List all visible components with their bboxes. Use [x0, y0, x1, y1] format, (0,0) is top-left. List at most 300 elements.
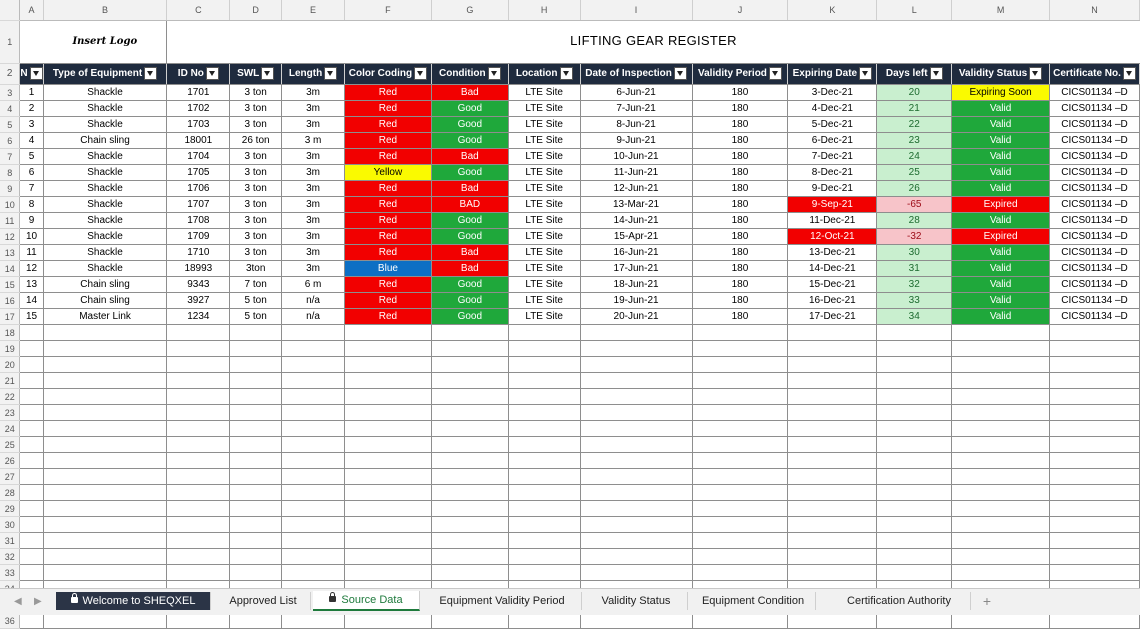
cell-n[interactable]: 10	[20, 229, 43, 245]
empty-cell[interactable]	[952, 373, 1050, 389]
cell-date-of-inspection[interactable]: 8-Jun-21	[580, 117, 692, 133]
empty-cell[interactable]	[43, 469, 167, 485]
empty-cell[interactable]	[692, 341, 788, 357]
cell-color-coding[interactable]: Red	[344, 133, 431, 149]
column-header-l[interactable]: L	[877, 0, 952, 21]
empty-cell[interactable]	[877, 437, 952, 453]
empty-cell[interactable]	[692, 517, 788, 533]
cell-color-coding[interactable]: Red	[344, 181, 431, 197]
empty-cell[interactable]	[508, 389, 580, 405]
empty-cell[interactable]	[431, 565, 508, 581]
cell-n[interactable]: 14	[20, 293, 43, 309]
cell-validity-period[interactable]: 180	[692, 133, 788, 149]
cell-type[interactable]: Shackle	[43, 245, 167, 261]
filter-dropdown-icon[interactable]	[674, 67, 687, 80]
cell-condition[interactable]: Bad	[431, 245, 508, 261]
cell-validity-status[interactable]: Expired	[952, 229, 1050, 245]
cell-n[interactable]: 13	[20, 277, 43, 293]
cell-validity-status[interactable]: Valid	[952, 261, 1050, 277]
empty-cell[interactable]	[344, 565, 431, 581]
cell-color-coding[interactable]: Red	[344, 309, 431, 325]
cell-color-coding[interactable]: Red	[344, 85, 431, 101]
cell-color-coding[interactable]: Red	[344, 149, 431, 165]
cell-expiring-date[interactable]: 15-Dec-21	[788, 277, 877, 293]
cell-type[interactable]: Chain sling	[43, 133, 167, 149]
empty-cell[interactable]	[282, 501, 345, 517]
empty-cell[interactable]	[431, 389, 508, 405]
empty-cell[interactable]	[692, 437, 788, 453]
empty-cell[interactable]	[20, 533, 43, 549]
cell-expiring-date[interactable]: 8-Dec-21	[788, 165, 877, 181]
cell-condition[interactable]: Good	[431, 229, 508, 245]
cell-n[interactable]: 3	[20, 117, 43, 133]
row-number[interactable]: 33	[0, 565, 20, 581]
cell-date-of-inspection[interactable]: 17-Jun-21	[580, 261, 692, 277]
empty-cell[interactable]	[580, 565, 692, 581]
cell-days-left[interactable]: 28	[877, 213, 952, 229]
empty-cell[interactable]	[508, 485, 580, 501]
cell-validity-period[interactable]: 180	[692, 229, 788, 245]
empty-cell[interactable]	[692, 501, 788, 517]
filter-dropdown-icon[interactable]	[414, 67, 427, 80]
row-number[interactable]: 9	[0, 181, 20, 197]
row-number[interactable]: 28	[0, 485, 20, 501]
empty-cell[interactable]	[282, 437, 345, 453]
cell-swl[interactable]: 5 ton	[230, 309, 282, 325]
empty-cell[interactable]	[1050, 549, 1140, 565]
row-number[interactable]: 20	[0, 357, 20, 373]
empty-cell[interactable]	[508, 469, 580, 485]
empty-cell[interactable]	[580, 533, 692, 549]
cell-condition[interactable]: Good	[431, 101, 508, 117]
empty-cell[interactable]	[788, 469, 877, 485]
cell-color-coding[interactable]: Red	[344, 229, 431, 245]
cell-expiring-date[interactable]: 12-Oct-21	[788, 229, 877, 245]
empty-cell[interactable]	[877, 421, 952, 437]
column-header-d[interactable]: D	[230, 0, 282, 21]
empty-cell[interactable]	[20, 549, 43, 565]
empty-cell[interactable]	[692, 389, 788, 405]
cell-length[interactable]: 3m	[282, 117, 345, 133]
empty-cell[interactable]	[580, 405, 692, 421]
filter-dropdown-icon[interactable]	[261, 67, 274, 80]
empty-cell[interactable]	[431, 325, 508, 341]
empty-cell[interactable]	[167, 501, 230, 517]
empty-cell[interactable]	[167, 533, 230, 549]
cell-type[interactable]: Chain sling	[43, 277, 167, 293]
cell-location[interactable]: LTE Site	[508, 85, 580, 101]
empty-cell[interactable]	[692, 405, 788, 421]
empty-cell[interactable]	[508, 357, 580, 373]
cell-swl[interactable]: 3 ton	[230, 197, 282, 213]
cell-days-left[interactable]: 24	[877, 149, 952, 165]
empty-cell[interactable]	[431, 533, 508, 549]
empty-cell[interactable]	[788, 565, 877, 581]
cell-length[interactable]: 3m	[282, 85, 345, 101]
cell-swl[interactable]: 3 ton	[230, 245, 282, 261]
cell-condition[interactable]: Good	[431, 213, 508, 229]
empty-cell[interactable]	[692, 485, 788, 501]
sheet-tab-equipment-validity-period[interactable]	[423, 592, 582, 610]
empty-cell[interactable]	[788, 533, 877, 549]
empty-cell[interactable]	[692, 453, 788, 469]
cell-date-of-inspection[interactable]: 13-Mar-21	[580, 197, 692, 213]
cell-days-left[interactable]: 32	[877, 277, 952, 293]
row-number[interactable]: 17	[0, 309, 20, 325]
empty-cell[interactable]	[1050, 469, 1140, 485]
cell-validity-status[interactable]: Valid	[952, 181, 1050, 197]
empty-cell[interactable]	[167, 485, 230, 501]
cell-certificate-no[interactable]: CICS01134 –D	[1050, 197, 1140, 213]
empty-cell[interactable]	[230, 373, 282, 389]
row-number[interactable]: 18	[0, 325, 20, 341]
empty-cell[interactable]	[788, 389, 877, 405]
empty-cell[interactable]	[1050, 373, 1140, 389]
column-header-a[interactable]: A	[20, 0, 43, 21]
empty-cell[interactable]	[1050, 325, 1140, 341]
empty-cell[interactable]	[20, 437, 43, 453]
cell-type[interactable]: Shackle	[43, 85, 167, 101]
empty-cell[interactable]	[952, 405, 1050, 421]
cell-certificate-no[interactable]: CICS01134 –D	[1050, 149, 1140, 165]
cell-type[interactable]: Chain sling	[43, 293, 167, 309]
nav-next-icon[interactable]: ▶	[34, 596, 42, 607]
cell-swl[interactable]: 3ton	[230, 261, 282, 277]
cell-condition[interactable]: Good	[431, 293, 508, 309]
column-header-f[interactable]: F	[344, 0, 431, 21]
empty-cell[interactable]	[580, 501, 692, 517]
cell-swl[interactable]: 3 ton	[230, 85, 282, 101]
empty-cell[interactable]	[230, 453, 282, 469]
row-number[interactable]: 27	[0, 469, 20, 485]
empty-cell[interactable]	[952, 357, 1050, 373]
empty-cell[interactable]	[580, 341, 692, 357]
empty-cell[interactable]	[282, 485, 345, 501]
empty-cell[interactable]	[692, 325, 788, 341]
empty-cell[interactable]	[43, 405, 167, 421]
empty-cell[interactable]	[508, 517, 580, 533]
cell-n[interactable]: 15	[20, 309, 43, 325]
cell-expiring-date[interactable]: 9-Sep-21	[788, 197, 877, 213]
empty-cell[interactable]	[877, 357, 952, 373]
empty-cell[interactable]	[20, 357, 43, 373]
empty-cell[interactable]	[167, 373, 230, 389]
cell-condition[interactable]: Good	[431, 309, 508, 325]
cell-id[interactable]: 1709	[167, 229, 230, 245]
row-number[interactable]: 5	[0, 117, 20, 133]
cell-validity-period[interactable]: 180	[692, 245, 788, 261]
empty-cell[interactable]	[508, 453, 580, 469]
empty-cell[interactable]	[1050, 437, 1140, 453]
header-type-of-equipment[interactable]	[43, 64, 167, 85]
empty-cell[interactable]	[344, 421, 431, 437]
header-id-no[interactable]	[167, 64, 230, 85]
cell-expiring-date[interactable]: 11-Dec-21	[788, 213, 877, 229]
cell-color-coding[interactable]: Red	[344, 117, 431, 133]
cell-validity-status[interactable]: Valid	[952, 101, 1050, 117]
empty-cell[interactable]	[692, 533, 788, 549]
cell-id[interactable]: 18001	[167, 133, 230, 149]
empty-cell[interactable]	[877, 501, 952, 517]
header-expiring-date[interactable]	[788, 64, 877, 85]
empty-cell[interactable]	[580, 373, 692, 389]
row-number[interactable]: 31	[0, 533, 20, 549]
empty-cell[interactable]	[282, 469, 345, 485]
empty-cell[interactable]	[1050, 501, 1140, 517]
empty-cell[interactable]	[1050, 453, 1140, 469]
cell-validity-period[interactable]: 180	[692, 197, 788, 213]
empty-cell[interactable]	[167, 341, 230, 357]
empty-cell[interactable]	[788, 325, 877, 341]
cell-date-of-inspection[interactable]: 16-Jun-21	[580, 245, 692, 261]
cell-n[interactable]: 11	[20, 245, 43, 261]
cell-type[interactable]: Shackle	[43, 181, 167, 197]
empty-cell[interactable]	[877, 549, 952, 565]
cell-validity-status[interactable]: Expired	[952, 197, 1050, 213]
empty-cell[interactable]	[431, 453, 508, 469]
cell-length[interactable]: n/a	[282, 309, 345, 325]
filter-dropdown-icon[interactable]	[206, 67, 219, 80]
empty-cell[interactable]	[788, 357, 877, 373]
filter-dropdown-icon[interactable]	[560, 67, 573, 80]
cell-certificate-no[interactable]: CICS01134 –D	[1050, 181, 1140, 197]
empty-cell[interactable]	[952, 389, 1050, 405]
cell-length[interactable]: 3m	[282, 229, 345, 245]
empty-cell[interactable]	[692, 373, 788, 389]
empty-cell[interactable]	[877, 325, 952, 341]
empty-cell[interactable]	[230, 421, 282, 437]
cell-id[interactable]: 1702	[167, 101, 230, 117]
cell-date-of-inspection[interactable]: 12-Jun-21	[580, 181, 692, 197]
row-number[interactable]: 15	[0, 277, 20, 293]
empty-cell[interactable]	[43, 357, 167, 373]
empty-cell[interactable]	[230, 565, 282, 581]
empty-cell[interactable]	[952, 533, 1050, 549]
cell-swl[interactable]: 3 ton	[230, 101, 282, 117]
empty-cell[interactable]	[230, 325, 282, 341]
cell-days-left[interactable]: 20	[877, 85, 952, 101]
empty-cell[interactable]	[20, 565, 43, 581]
empty-cell[interactable]	[431, 549, 508, 565]
cell-n[interactable]: 4	[20, 133, 43, 149]
empty-cell[interactable]	[282, 549, 345, 565]
empty-cell[interactable]	[20, 485, 43, 501]
empty-cell[interactable]	[877, 373, 952, 389]
filter-dropdown-icon[interactable]	[930, 67, 943, 80]
row-number[interactable]: 6	[0, 133, 20, 149]
cell-date-of-inspection[interactable]: 20-Jun-21	[580, 309, 692, 325]
empty-cell[interactable]	[580, 421, 692, 437]
cell-length[interactable]: 3m	[282, 101, 345, 117]
cell-length[interactable]: 3m	[282, 261, 345, 277]
cell-id[interactable]: 1706	[167, 181, 230, 197]
row-number[interactable]: 23	[0, 405, 20, 421]
empty-cell[interactable]	[952, 437, 1050, 453]
cell-expiring-date[interactable]: 9-Dec-21	[788, 181, 877, 197]
cell-date-of-inspection[interactable]: 9-Jun-21	[580, 133, 692, 149]
cell-certificate-no[interactable]: CICS01134 –D	[1050, 277, 1140, 293]
cell-type[interactable]: Shackle	[43, 117, 167, 133]
empty-cell[interactable]	[230, 549, 282, 565]
cell-condition[interactable]: Bad	[431, 85, 508, 101]
empty-cell[interactable]	[952, 469, 1050, 485]
cell-n[interactable]: 12	[20, 261, 43, 277]
filter-dropdown-icon[interactable]	[488, 67, 501, 80]
empty-cell[interactable]	[20, 421, 43, 437]
empty-cell[interactable]	[431, 469, 508, 485]
cell-days-left[interactable]: 34	[877, 309, 952, 325]
cell-id[interactable]: 1708	[167, 213, 230, 229]
empty-cell[interactable]	[580, 517, 692, 533]
empty-cell[interactable]	[952, 453, 1050, 469]
empty-cell[interactable]	[20, 517, 43, 533]
cell-id[interactable]: 1705	[167, 165, 230, 181]
cell-length[interactable]: 3m	[282, 149, 345, 165]
empty-cell[interactable]	[20, 389, 43, 405]
empty-cell[interactable]	[508, 405, 580, 421]
empty-cell[interactable]	[230, 517, 282, 533]
empty-cell[interactable]	[431, 421, 508, 437]
empty-cell[interactable]	[43, 325, 167, 341]
row-number[interactable]: 36	[0, 613, 20, 629]
cell-validity-period[interactable]: 180	[692, 85, 788, 101]
column-header-m[interactable]: M	[952, 0, 1050, 21]
nav-prev-icon[interactable]: ◀	[14, 596, 22, 607]
empty-cell[interactable]	[20, 405, 43, 421]
empty-cell[interactable]	[167, 325, 230, 341]
empty-cell[interactable]	[788, 405, 877, 421]
cell-swl[interactable]: 7 ton	[230, 277, 282, 293]
empty-cell[interactable]	[952, 325, 1050, 341]
empty-cell[interactable]	[1050, 405, 1140, 421]
cell-expiring-date[interactable]: 5-Dec-21	[788, 117, 877, 133]
cell-validity-status[interactable]: Expiring Soon	[952, 85, 1050, 101]
empty-cell[interactable]	[580, 389, 692, 405]
cell-days-left[interactable]: 33	[877, 293, 952, 309]
empty-cell[interactable]	[508, 549, 580, 565]
sheet-tab-equipment-condition[interactable]	[691, 592, 816, 610]
empty-cell[interactable]	[230, 437, 282, 453]
cell-location[interactable]: LTE Site	[508, 149, 580, 165]
empty-cell[interactable]	[508, 341, 580, 357]
empty-cell[interactable]	[282, 421, 345, 437]
empty-cell[interactable]	[344, 325, 431, 341]
empty-cell[interactable]	[692, 421, 788, 437]
empty-cell[interactable]	[692, 469, 788, 485]
cell-condition[interactable]: Bad	[431, 149, 508, 165]
empty-cell[interactable]	[20, 341, 43, 357]
cell-date-of-inspection[interactable]: 14-Jun-21	[580, 213, 692, 229]
empty-cell[interactable]	[1050, 565, 1140, 581]
cell-certificate-no[interactable]: CICS01134 –D	[1050, 101, 1140, 117]
empty-cell[interactable]	[1050, 533, 1140, 549]
empty-cell[interactable]	[344, 485, 431, 501]
cell-length[interactable]: 3m	[282, 181, 345, 197]
cell-certificate-no[interactable]: CICS01134 –D	[1050, 133, 1140, 149]
empty-cell[interactable]	[282, 341, 345, 357]
cell-type[interactable]: Shackle	[43, 149, 167, 165]
empty-cell[interactable]	[952, 549, 1050, 565]
empty-cell[interactable]	[692, 565, 788, 581]
filter-dropdown-icon[interactable]	[30, 67, 43, 80]
empty-cell[interactable]	[344, 533, 431, 549]
empty-cell[interactable]	[344, 501, 431, 517]
row-number[interactable]: 32	[0, 549, 20, 565]
empty-cell[interactable]	[508, 421, 580, 437]
cell-location[interactable]: LTE Site	[508, 245, 580, 261]
empty-cell[interactable]	[167, 437, 230, 453]
cell-date-of-inspection[interactable]: 7-Jun-21	[580, 101, 692, 117]
empty-cell[interactable]	[508, 533, 580, 549]
row-number[interactable]: 14	[0, 261, 20, 277]
empty-cell[interactable]	[43, 549, 167, 565]
row-number[interactable]: 26	[0, 453, 20, 469]
cell-location[interactable]: LTE Site	[508, 197, 580, 213]
row-number[interactable]: 7	[0, 149, 20, 165]
empty-cell[interactable]	[282, 517, 345, 533]
cell-id[interactable]: 9343	[167, 277, 230, 293]
cell-type[interactable]: Shackle	[43, 165, 167, 181]
empty-cell[interactable]	[230, 405, 282, 421]
filter-dropdown-icon[interactable]	[1029, 67, 1042, 80]
empty-cell[interactable]	[282, 389, 345, 405]
empty-cell[interactable]	[344, 389, 431, 405]
empty-cell[interactable]	[230, 357, 282, 373]
cell-length[interactable]: 3m	[282, 213, 345, 229]
cell-location[interactable]: LTE Site	[508, 309, 580, 325]
empty-cell[interactable]	[43, 421, 167, 437]
empty-cell[interactable]	[877, 341, 952, 357]
column-header-j[interactable]: J	[692, 0, 788, 21]
empty-cell[interactable]	[20, 453, 43, 469]
empty-cell[interactable]	[788, 421, 877, 437]
empty-cell[interactable]	[282, 405, 345, 421]
row-number[interactable]: 13	[0, 245, 20, 261]
cell-expiring-date[interactable]: 13-Dec-21	[788, 245, 877, 261]
empty-cell[interactable]	[344, 373, 431, 389]
empty-cell[interactable]	[877, 389, 952, 405]
cell-date-of-inspection[interactable]: 10-Jun-21	[580, 149, 692, 165]
empty-cell[interactable]	[877, 565, 952, 581]
cell-expiring-date[interactable]: 6-Dec-21	[788, 133, 877, 149]
cell-color-coding[interactable]: Red	[344, 293, 431, 309]
cell-n[interactable]: 5	[20, 149, 43, 165]
header-color-coding[interactable]	[344, 64, 431, 85]
cell-length[interactable]: 3m	[282, 197, 345, 213]
cell-validity-status[interactable]: Valid	[952, 245, 1050, 261]
cell-validity-status[interactable]: Valid	[952, 277, 1050, 293]
cell-validity-period[interactable]: 180	[692, 117, 788, 133]
header-date-of-inspection[interactable]	[580, 64, 692, 85]
cell-date-of-inspection[interactable]: 6-Jun-21	[580, 85, 692, 101]
blank-cell[interactable]	[20, 21, 43, 64]
empty-cell[interactable]	[344, 549, 431, 565]
cell-location[interactable]: LTE Site	[508, 293, 580, 309]
empty-cell[interactable]	[788, 437, 877, 453]
cell-id[interactable]: 1704	[167, 149, 230, 165]
cell-type[interactable]: Shackle	[43, 229, 167, 245]
filter-dropdown-icon[interactable]	[324, 67, 337, 80]
row-number[interactable]: 30	[0, 517, 20, 533]
empty-cell[interactable]	[43, 373, 167, 389]
cell-date-of-inspection[interactable]: 11-Jun-21	[580, 165, 692, 181]
empty-cell[interactable]	[508, 437, 580, 453]
empty-cell[interactable]	[788, 485, 877, 501]
empty-cell[interactable]	[43, 485, 167, 501]
row-number[interactable]: 24	[0, 421, 20, 437]
cell-condition[interactable]: Good	[431, 277, 508, 293]
empty-cell[interactable]	[230, 485, 282, 501]
